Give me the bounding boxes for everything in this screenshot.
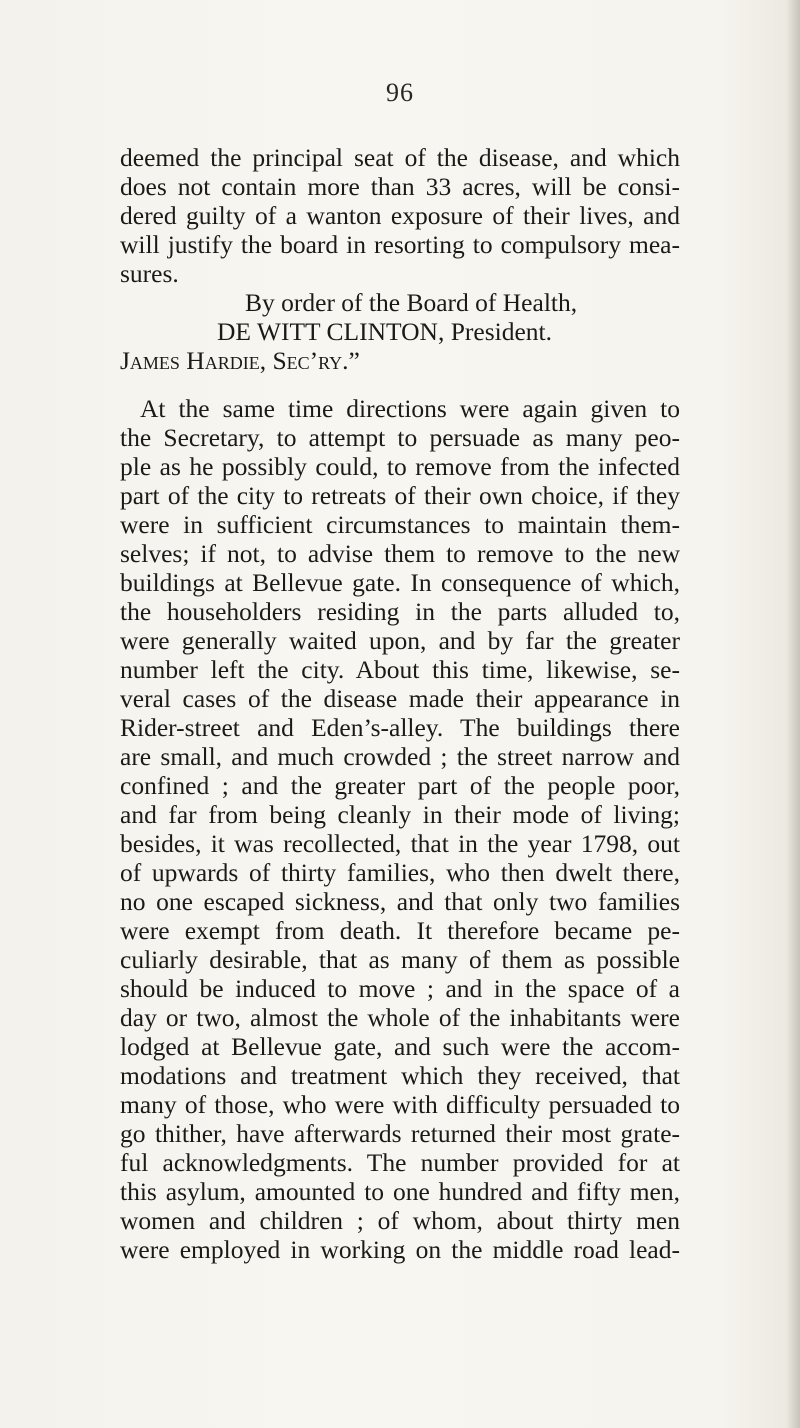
text-line: were generally waited upon, and by far the greater [120,626,680,655]
text-line: ple as he possibly could, to remove from the infected [120,452,680,481]
text-line: should be induced to move ; and in the space of a [120,974,680,1003]
text-line: will justify the board in resorting to compulsory mea- [120,230,680,259]
text-line: selves; if not, to advise them to remove to the new [120,539,680,568]
text-line: no one escaped sickness, and that only two families [120,887,680,916]
text-line: were employed in working on the middle road lead- [120,1235,680,1264]
text-line: Rider-street and Eden’s-alley. The buildings there [120,713,680,742]
text-line: dered guilty of a wanton exposure of their lives, and [120,201,680,230]
text-line: were in sufficient circumstances to maintain them- [120,510,680,539]
text-line: women and children ; of whom, about thirty men [120,1206,680,1235]
text-line: this asylum, amounted to one hundred and fifty men, [120,1177,680,1206]
signature-secretary-line: James Hardie, Sec’ry.” [120,346,360,375]
text-line: the Secretary, to attempt to persuade as many peo- [120,423,680,452]
text-line: are small, and much crowded ; the street narrow and [120,742,680,771]
text-line: culiarly desirable, that as many of them as possible [120,945,680,974]
text-line: besides, it was recollected, that in the year 1798, out [120,829,680,858]
text-line: does not contain more than 33 acres, will be consi- [120,172,680,201]
text-line: part of the city to retreats of their own choice, if they [120,481,680,510]
text-line: day or two, almost the whole of the inhabitants were [120,1003,680,1032]
text-line: At the same time directions were again given to [140,394,680,423]
text-line: sures. [120,259,179,288]
text-line: veral cases of the disease made their appearance in [120,684,680,713]
text-line: confined ; and the greater part of the people poor, [120,771,680,800]
text-line: deemed the principal seat of the disease, and which [120,143,680,172]
text-line: and far from being cleanly in their mode of living; [120,800,680,829]
text-line: the householders residing in the parts alluded to, [120,597,680,626]
text-line: many of those, who were with difficulty persuaded to [120,1090,680,1119]
text-line: buildings at Bellevue gate. In consequence of which, [120,568,680,597]
text-line: of upwards of thirty families, who then dwelt there, [120,858,680,887]
page-edge-shadow [786,0,800,1428]
text-line: number left the city. About this time, likewise, se- [120,655,680,684]
text-line: ful acknowledgments. The number provided for at [120,1148,680,1177]
text-line: lodged at Bellevue gate, and such were the accom- [120,1032,680,1061]
page-number: 96 [386,78,414,107]
text-line: modations and treatment which they received, that [120,1061,680,1090]
signature-president-line: DE WITT CLINTON, President. [217,317,552,346]
text-line: were exempt from death. It therefore became pe- [120,916,680,945]
signature-order-line: By order of the Board of Health, [245,288,578,317]
text-line: go thither, have afterwards returned their most grate- [120,1119,680,1148]
